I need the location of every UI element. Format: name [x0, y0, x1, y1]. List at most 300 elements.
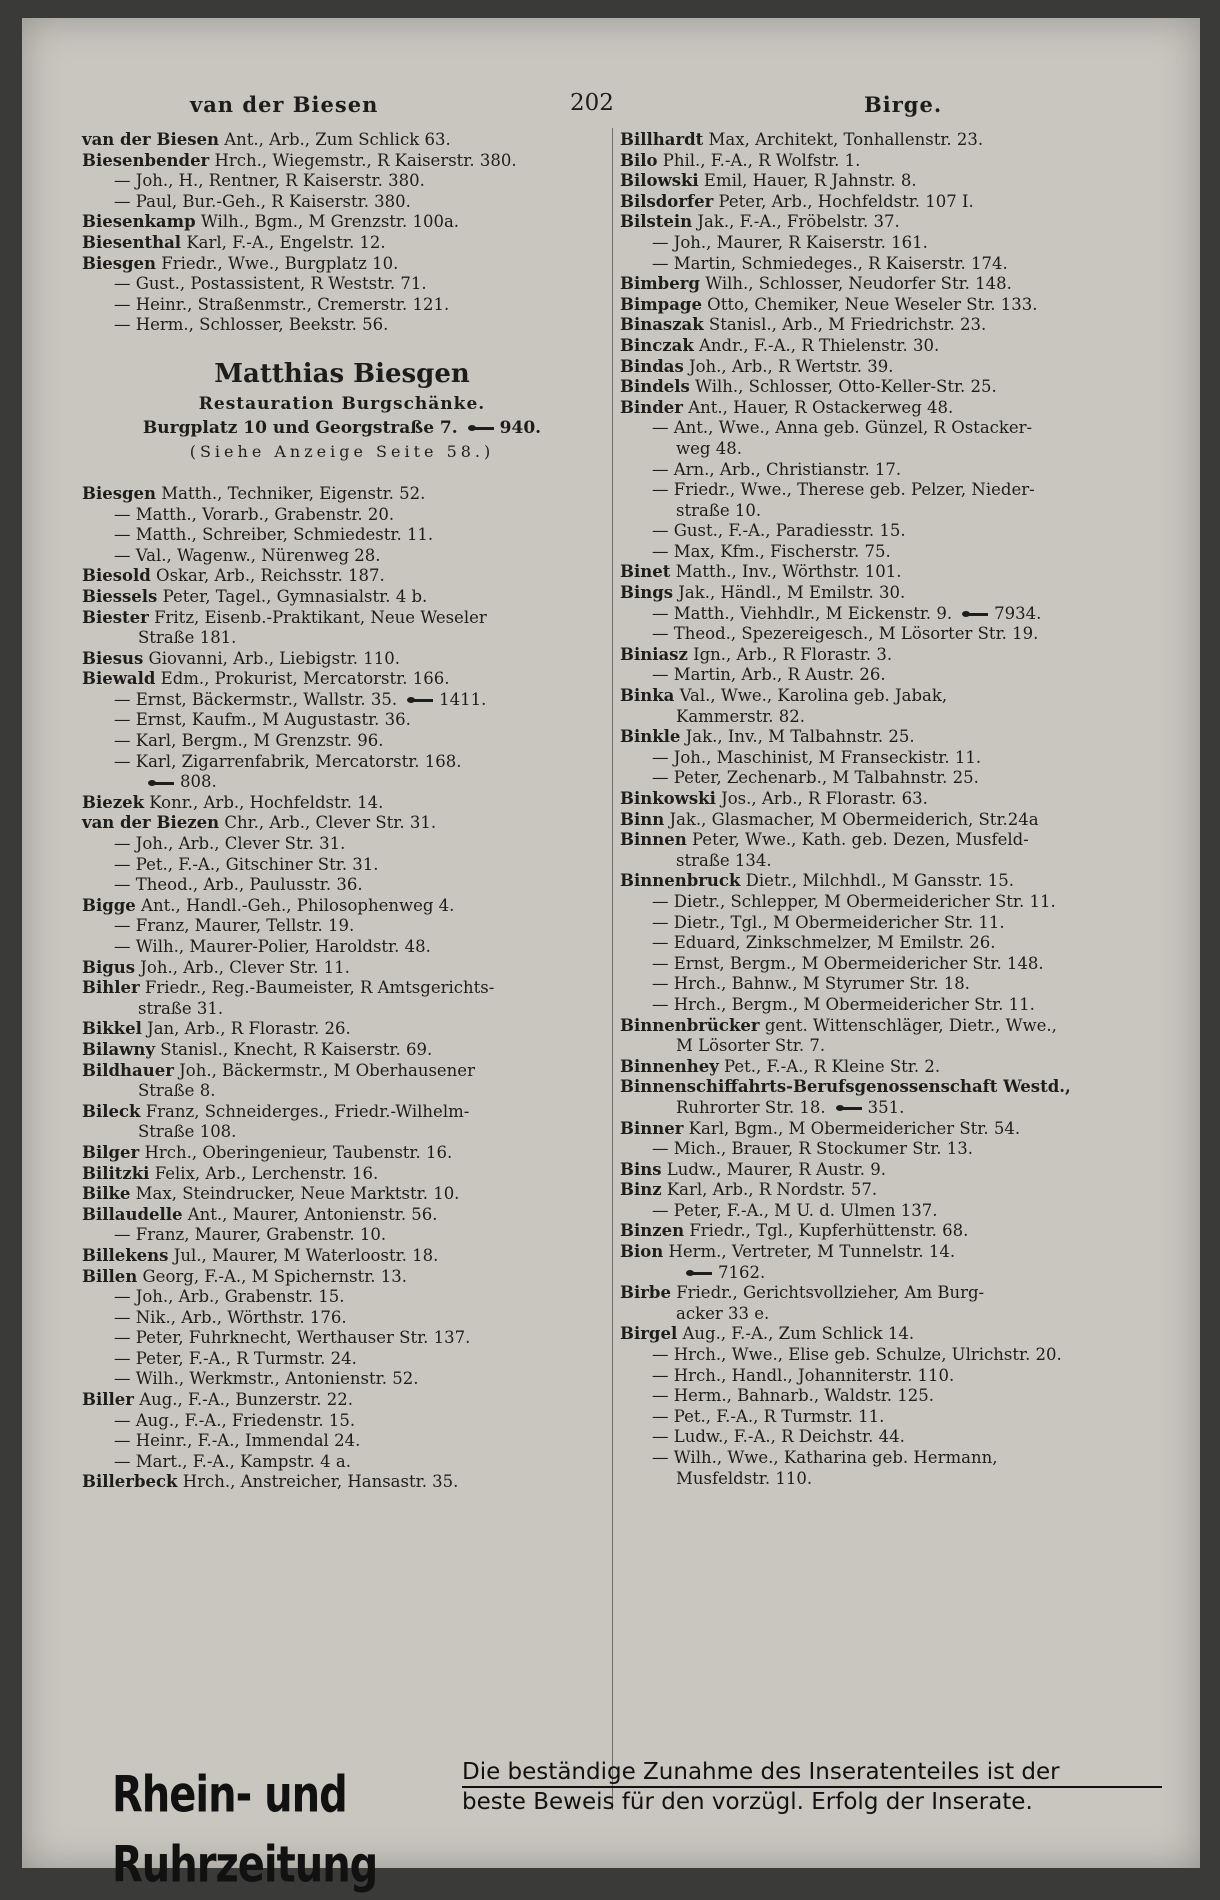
entry-details: — Val., Wagenw., Nürenweg 28. [114, 545, 381, 565]
newspaper-logo: Rhein- und Ruhrzeitung [112, 1766, 378, 1894]
entry-details: Jul., Maurer, M Waterloostr. 18. [168, 1245, 439, 1265]
entry-details: Peter, Tagel., Gymnasialstr. 4 b. [157, 586, 428, 606]
directory-entry [82, 855, 602, 876]
entry-surname: Binaszak [620, 315, 704, 335]
directory-entry [82, 1061, 602, 1082]
entry-details: M Lösorter Str. 7. [676, 1036, 826, 1056]
entry-details: — Peter, Fuhrknecht, Werthauser Str. 137. [114, 1328, 471, 1348]
business-ad [82, 356, 602, 464]
entry-surname: Binnen [620, 830, 687, 850]
entry-details: — Martin, Arb., R Austr. 26. [652, 665, 886, 685]
phone-number: 351. [867, 1097, 905, 1117]
directory-entry [620, 1077, 1160, 1098]
entry-surname: Bilsdorfer [620, 191, 714, 211]
directory-entry [620, 1201, 1160, 1222]
directory-entry [620, 624, 1160, 645]
entry-details: Karl, Bgm., M Obermeidericher Str. 54. [683, 1118, 1021, 1138]
directory-entry [82, 1122, 602, 1143]
entry-details: Jos., Arb., R Florastr. 63. [715, 789, 928, 808]
directory-entry [620, 1448, 1160, 1469]
entry-surname: Bilger [82, 1142, 140, 1162]
directory-entry [82, 937, 602, 958]
entry-details: Max, Steindrucker, Neue Marktstr. 10. [130, 1184, 460, 1204]
directory-entry [82, 608, 602, 629]
directory-entry [82, 525, 602, 546]
entry-details: — Hrch., Wwe., Elise geb. Schulze, Ulrichstr. 20. [652, 1345, 1062, 1365]
entry-surname: Binet [620, 562, 671, 582]
column-divider [612, 128, 613, 1810]
entry-surname: Billerbeck [82, 1472, 178, 1492]
directory-entry [620, 460, 1160, 481]
directory-entry [620, 151, 1160, 172]
directory-entry [620, 1242, 1160, 1263]
entry-details: Felix, Arb., Lerchenstr. 16. [149, 1163, 379, 1183]
directory-entry [82, 690, 602, 711]
directory-entry [620, 357, 1160, 378]
entry-details: — Hrch., Bahnw., M Styrumer Str. 18. [652, 974, 970, 994]
directory-entry [620, 274, 1160, 295]
entry-surname: Binder [620, 397, 683, 417]
entry-details: — Ernst, Kaufm., M Augustastr. 36. [114, 710, 411, 730]
entry-details: — Theod., Spezereigesch., M Lösorter Str. 19. [652, 624, 1039, 644]
directory-entry [620, 583, 1160, 604]
entry-surname: Bikkel [82, 1019, 142, 1039]
entry-details: Karl, F.-A., Engelstr. 12. [181, 232, 386, 252]
entry-details: — Ernst, Bäckermstr., Wallstr. 35. [114, 689, 398, 709]
directory-entry [82, 1267, 602, 1288]
entry-surname: Bion [620, 1242, 664, 1262]
telephone-icon [148, 778, 174, 788]
entry-details: — Theod., Arb., Paulusstr. 36. [114, 875, 363, 895]
directory-entry [82, 484, 602, 505]
entry-details: Chr., Arb., Clever Str. 31. [219, 813, 437, 833]
entry-details: Ant., Handl.-Geh., Philosophenweg 4. [135, 895, 455, 915]
entry-surname: Biezek [82, 792, 145, 812]
entry-surname: Bileck [82, 1101, 141, 1121]
entry-details: Kammerstr. 82. [676, 706, 806, 726]
left-column [82, 130, 602, 1493]
directory-entry [82, 1081, 602, 1102]
entry-details: Andr., F.-A., R Thielenstr. 30. [693, 335, 940, 355]
entry-details: Straße 8. [138, 1081, 216, 1101]
entry-details: — Gust., F.-A., Paradiesstr. 15. [652, 521, 906, 541]
directory-entry [82, 958, 602, 979]
spacer [82, 464, 602, 484]
directory-entry [620, 1366, 1160, 1387]
phone-number: 940. [499, 417, 542, 438]
directory-entry [620, 254, 1160, 275]
ad-subtitle: Restauration Burgschänke. [198, 393, 486, 414]
directory-entry [82, 752, 602, 773]
entry-surname: Bilo [620, 150, 658, 170]
directory-entry [82, 1308, 602, 1329]
directory-entry [620, 377, 1160, 398]
entry-details: Karl, Arb., R Nordstr. 57. [661, 1180, 878, 1200]
entry-surname: Bilawny [82, 1039, 155, 1059]
newspaper-advert [112, 1758, 1172, 1894]
directory-entry [620, 1119, 1160, 1140]
entry-details: Friedr., Wwe., Burgplatz 10. [156, 253, 399, 273]
directory-entry [620, 665, 1160, 686]
phone-number: 7934. [994, 603, 1042, 623]
entry-surname: van der Biezen [82, 813, 220, 833]
directory-entry [620, 913, 1160, 934]
entry-details: — Matth., Vorarb., Grabenstr. 20. [114, 504, 395, 524]
telephone-icon [468, 423, 494, 433]
directory-entry [82, 916, 602, 937]
directory-entry [82, 587, 602, 608]
entry-surname: Bigus [82, 957, 136, 977]
entry-details: — Eduard, Zinkschmelzer, M Emilstr. 26. [652, 933, 996, 953]
entry-details: Wilh., Bgm., M Grenzstr. 100a. [195, 212, 460, 232]
entry-details: Val., Wwe., Karolina geb. Jabak, [674, 686, 948, 706]
entry-details: — Matth., Viehhdlr., M Eickenstr. 9. [652, 603, 953, 623]
entry-details: Peter, Wwe., Kath. geb. Dezen, Musfeld- [686, 830, 1029, 850]
directory-entry [620, 130, 1160, 151]
directory-entry [620, 995, 1160, 1016]
directory-entry [82, 669, 602, 690]
directory-entry [620, 192, 1160, 213]
directory-entry [620, 1160, 1160, 1181]
directory-entry [82, 1205, 602, 1226]
entry-surname: Bilowski [620, 171, 699, 191]
directory-entry [82, 315, 602, 336]
entry-details: Ant., Hauer, R Ostackerweg 48. [682, 397, 954, 417]
telephone-icon [686, 1268, 712, 1278]
directory-entry [82, 649, 602, 670]
entry-details: Emil, Hauer, R Jahnstr. 8. [698, 171, 917, 191]
entry-surname: Billaudelle [82, 1204, 183, 1224]
directory-entry [82, 710, 602, 731]
page-header [22, 86, 1200, 126]
entry-surname: Bildhauer [82, 1060, 174, 1080]
entry-details: Herm., Vertreter, M Tunnelstr. 14. [663, 1242, 956, 1262]
telephone-icon [962, 609, 988, 619]
entry-surname: Biessels [82, 586, 158, 606]
directory-entry [82, 772, 602, 793]
entry-surname: Binnenbrücker [620, 1015, 760, 1035]
directory-entry [620, 1345, 1160, 1366]
directory-entry [620, 933, 1160, 954]
directory-entry [82, 274, 602, 295]
directory-entry [620, 1221, 1160, 1242]
ad-note: (Siehe Anzeige Seite 58.) [189, 441, 495, 461]
entry-details: Straße 181. [138, 628, 237, 648]
entry-details: — Dietr., Schlepper, M Obermeidericher Str. 11. [652, 891, 1056, 911]
entry-surname: Binczak [620, 335, 694, 355]
entry-details: — Friedr., Wwe., Therese geb. Pelzer, Nieder- [652, 480, 1035, 500]
entry-details: — Joh., Maurer, R Kaiserstr. 161. [652, 232, 928, 252]
slogan-line-1: Die beständige Zunahme des Inseratenteiles ist der [462, 1758, 1162, 1788]
entry-surname: Binz [620, 1180, 662, 1200]
directory-entry [82, 212, 602, 233]
entry-details: — Karl, Bergm., M Grenzstr. 96. [114, 731, 384, 751]
entry-details: — Wilh., Werkmstr., Antonienstr. 52. [114, 1369, 419, 1389]
entry-details: — Joh., Arb., Clever Str. 31. [114, 834, 346, 854]
directory-entry [620, 501, 1160, 522]
directory-entry [620, 295, 1160, 316]
directory-entry [620, 1283, 1160, 1304]
directory-entry [82, 1102, 602, 1123]
entry-details: — Heinr., Straßenmstr., Cremerstr. 121. [114, 294, 450, 314]
entry-details: — Franz, Maurer, Tellstr. 19. [114, 916, 355, 936]
directory-entry [82, 1452, 602, 1473]
entry-surname: Biniasz [620, 644, 688, 664]
directory-entry [620, 727, 1160, 748]
directory-page [22, 18, 1200, 1894]
entry-surname: Binkowski [620, 789, 716, 808]
advert-slogan [462, 1758, 1162, 1816]
entry-details: Oskar, Arb., Reichsstr. 187. [150, 566, 385, 586]
directory-entry [82, 628, 602, 649]
directory-entry [82, 566, 602, 587]
directory-entry [620, 1386, 1160, 1407]
entry-details: Matth., Techniker, Eigenstr. 52. [156, 483, 426, 503]
entry-details: Joh., Bäckermstr., M Oberhausener [173, 1060, 475, 1080]
entry-details: Giovanni, Arb., Liebigstr. 110. [143, 648, 401, 668]
directory-entry [82, 130, 602, 151]
entry-details: Aug., F.-A., Bunzerstr. 22. [133, 1390, 354, 1410]
entry-surname: Binka [620, 686, 675, 706]
entry-details: Wilh., Schlosser, Neudorfer Str. 148. [699, 274, 1012, 294]
directory-entry [82, 1040, 602, 1061]
entry-surname: Biesgen [82, 253, 157, 273]
entry-details: Ruhrorter Str. 18. [676, 1097, 826, 1117]
entry-details: — Pet., F.-A., Gitschiner Str. 31. [114, 854, 379, 874]
phone-number: 1411. [439, 689, 487, 709]
entry-details: — Matth., Schreiber, Schmiedestr. 11. [114, 525, 434, 545]
entry-details: Ludw., Maurer, R Austr. 9. [661, 1159, 886, 1179]
entry-surname: Binnenhey [620, 1056, 719, 1076]
entry-details: Straße 108. [138, 1122, 237, 1142]
entry-details: Matth., Inv., Wörthstr. 101. [670, 562, 902, 582]
entry-details: — Joh., Arb., Grabenstr. 15. [114, 1287, 345, 1307]
directory-entry [82, 896, 602, 917]
entry-surname: Bilstein [620, 212, 693, 232]
entry-surname: Biewald [82, 669, 156, 689]
directory-entry [620, 171, 1160, 192]
entry-details: — Herm., Schlosser, Beekstr. 56. [114, 315, 389, 335]
entry-surname: Bindels [620, 377, 690, 397]
directory-entry [620, 315, 1160, 336]
directory-entry [620, 686, 1160, 707]
directory-entry [620, 418, 1160, 439]
entry-details: Jak., Inv., M Talbahnstr. 25. [680, 727, 915, 747]
directory-entry [620, 212, 1160, 233]
directory-entry [620, 1098, 1160, 1119]
directory-entry [82, 731, 602, 752]
entry-details: straße 134. [676, 850, 772, 870]
directory-entry [620, 562, 1160, 583]
phone-number: 808. [180, 772, 217, 792]
right-column [620, 130, 1160, 1489]
entry-details: — Max, Kfm., Fischerstr. 75. [652, 541, 891, 561]
entry-details: acker 33 e. [676, 1303, 770, 1323]
entry-details: Peter, Arb., Hochfeldstr. 107 I. [713, 191, 974, 211]
entry-details: Konr., Arb., Hochfeldstr. 14. [144, 792, 384, 812]
entry-surname: Billhardt [620, 130, 704, 149]
entry-surname: Bimpage [620, 294, 702, 314]
entry-details: Otto, Chemiker, Neue Weseler Str. 133. [701, 294, 1038, 314]
entry-surname: Bilke [82, 1184, 131, 1204]
entry-details: Stanisl., Arb., M Friedrichstr. 23. [703, 315, 987, 335]
directory-entry [620, 851, 1160, 872]
directory-entry [620, 892, 1160, 913]
entry-surname: Birgel [620, 1324, 678, 1344]
entry-surname: Bindas [620, 356, 684, 376]
entry-details: Friedr., Tgl., Kupferhüttenstr. 68. [684, 1221, 969, 1241]
directory-entry [620, 974, 1160, 995]
directory-entry [620, 1180, 1160, 1201]
directory-entry [82, 171, 602, 192]
directory-entry [82, 233, 602, 254]
entry-details: — Franz, Maurer, Grabenstr. 10. [114, 1225, 387, 1245]
directory-entry [620, 1263, 1160, 1284]
directory-entry [620, 336, 1160, 357]
ad-address: Burgplatz 10 und Georgstraße 7. 940. [142, 417, 542, 438]
directory-entry [82, 1246, 602, 1267]
directory-entry [82, 1019, 602, 1040]
entry-surname: Biesold [82, 566, 151, 586]
entry-details: Fritz, Eisenb.-Praktikant, Neue Weseler [148, 607, 487, 627]
directory-entry [620, 1469, 1160, 1490]
entry-details: Pet., F.-A., R Kleine Str. 2. [718, 1056, 941, 1076]
directory-entry [620, 954, 1160, 975]
entry-details: — Dietr., Tgl., M Obermeidericher Str. 11. [652, 912, 1005, 932]
entry-details: straße 31. [138, 998, 224, 1018]
directory-entry [620, 439, 1160, 460]
entry-details: Hrch., Wiegemstr., R Kaiserstr. 380. [209, 150, 517, 170]
entry-surname: Biesenkamp [82, 212, 196, 232]
entry-surname: Bimberg [620, 274, 700, 294]
entry-details: — Arn., Arb., Christianstr. 17. [652, 459, 902, 479]
directory-entry [620, 1324, 1160, 1345]
entry-details: Stanisl., Knecht, R Kaiserstr. 69. [154, 1039, 433, 1059]
directory-entry [82, 1390, 602, 1411]
header-left-keyword: van der Biesen [190, 92, 379, 117]
entry-details: — Wilh., Maurer-Polier, Haroldstr. 48. [114, 937, 431, 956]
entry-surname: Binn [620, 809, 665, 829]
entry-surname: Binzen [620, 1221, 685, 1241]
directory-entry [620, 789, 1160, 810]
directory-entry [620, 748, 1160, 769]
entry-details: Jak., Glasmacher, M Obermeiderich, Str.24a [664, 809, 1039, 829]
entry-surname: Bins [620, 1159, 662, 1179]
entry-details: Phil., F.-A., R Wolfstr. 1. [657, 150, 861, 170]
directory-entry [82, 978, 602, 999]
telephone-icon [836, 1103, 862, 1113]
entry-details: — Hrch., Handl., Johanniterstr. 110. [652, 1365, 955, 1385]
entry-details: — Paul, Bur.-Geh., R Kaiserstr. 380. [114, 191, 411, 211]
entry-details: — Peter, F.-A., R Turmstr. 24. [114, 1348, 357, 1368]
entry-surname: Binkle [620, 727, 681, 747]
directory-entry [620, 521, 1160, 542]
directory-entry [82, 192, 602, 213]
entry-details: Max, Architekt, Tonhallenstr. 23. [703, 130, 984, 149]
directory-entry [82, 1411, 602, 1432]
directory-entry [620, 604, 1160, 625]
entry-surname: Billekens [82, 1245, 169, 1265]
directory-entry [620, 1036, 1160, 1057]
directory-entry [82, 1369, 602, 1390]
entry-details: Georg, F.-A., M Spichernstr. 13. [137, 1266, 407, 1286]
entry-surname: Biester [82, 607, 149, 627]
entry-details: Friedr., Reg.-Baumeister, R Amtsgerichts- [139, 978, 495, 998]
directory-entry [82, 1287, 602, 1308]
directory-entry [620, 810, 1160, 831]
directory-entry [82, 546, 602, 567]
directory-entry [82, 875, 602, 896]
directory-entry [620, 480, 1160, 501]
entry-details: Joh., Arb., Clever Str. 11. [135, 957, 350, 977]
entry-details: Ant., Arb., Zum Schlick 63. [219, 130, 451, 149]
entry-details: Aug., F.-A., Zum Schlick 14. [677, 1324, 915, 1344]
entry-details: — Peter, Zechenarb., M Talbahnstr. 25. [652, 768, 979, 788]
directory-entry [620, 1427, 1160, 1448]
directory-entry [82, 813, 602, 834]
entry-details: Joh., Arb., R Wertstr. 39. [683, 356, 894, 376]
directory-entry [620, 645, 1160, 666]
directory-entry [82, 793, 602, 814]
directory-entry [82, 1431, 602, 1452]
entry-details: Jak., Händl., M Emilstr. 30. [673, 583, 906, 603]
entry-details: Hrch., Anstreicher, Hansastr. 35. [177, 1472, 459, 1492]
entry-details: — Ludw., F.-A., R Deichstr. 44. [652, 1427, 905, 1447]
directory-entry [620, 1139, 1160, 1160]
entry-details: Jak., F.-A., Fröbelstr. 37. [692, 212, 900, 232]
spacer [82, 336, 602, 356]
directory-entry [82, 1164, 602, 1185]
entry-surname: Biller [82, 1390, 134, 1410]
entry-details: — Hrch., Bergm., M Obermeidericher Str. 11. [652, 994, 1035, 1014]
entry-surname: Binnenschiffahrts-Berufsgenossenschaft Westd., [620, 1077, 1071, 1097]
directory-entry [82, 151, 602, 172]
entry-details: — Heinr., F.-A., Immendal 24. [114, 1431, 361, 1451]
directory-entry [620, 542, 1160, 563]
entry-details: — Joh., H., Rentner, R Kaiserstr. 380. [114, 171, 425, 191]
directory-entry [82, 1349, 602, 1370]
directory-entry [620, 1407, 1160, 1428]
directory-entry [620, 1016, 1160, 1037]
directory-entry [620, 871, 1160, 892]
entry-details: Wilh., Schlosser, Otto-Keller-Str. 25. [689, 377, 997, 397]
directory-entry [620, 1057, 1160, 1078]
directory-entry [620, 398, 1160, 419]
telephone-icon [407, 695, 433, 705]
entry-details: Musfeldstr. 110. [676, 1468, 813, 1488]
entry-details: — Ernst, Bergm., M Obermeidericher Str. 148. [652, 953, 1044, 973]
entry-surname: Bings [620, 583, 674, 603]
directory-entry [82, 295, 602, 316]
entry-details: — Aug., F.-A., Friedenstr. 15. [114, 1410, 356, 1430]
entry-details: Ign., Arb., R Florastr. 3. [687, 644, 893, 664]
slogan-line-2: beste Beweis für den vorzügl. Erfolg der Inserate. [462, 1789, 1033, 1815]
directory-entry [82, 1225, 602, 1246]
header-right-keyword: Birge. [864, 92, 943, 117]
entry-surname: Biesus [82, 648, 144, 668]
directory-entry [82, 1472, 602, 1493]
directory-entry [82, 1143, 602, 1164]
entry-details: — Karl, Zigarrenfabrik, Mercatorstr. 168. [114, 751, 462, 771]
entry-details: — Mich., Brauer, R Stockumer Str. 13. [652, 1139, 974, 1159]
entry-surname: Bihler [82, 978, 140, 998]
directory-entry [620, 768, 1160, 789]
entry-surname: Binnenbruck [620, 871, 741, 891]
directory-entry [620, 830, 1160, 851]
entry-details: — Mart., F.-A., Kampstr. 4 a. [114, 1451, 351, 1471]
directory-entry [620, 1304, 1160, 1325]
entry-details: — Peter, F.-A., M U. d. Ulmen 137. [652, 1200, 938, 1220]
